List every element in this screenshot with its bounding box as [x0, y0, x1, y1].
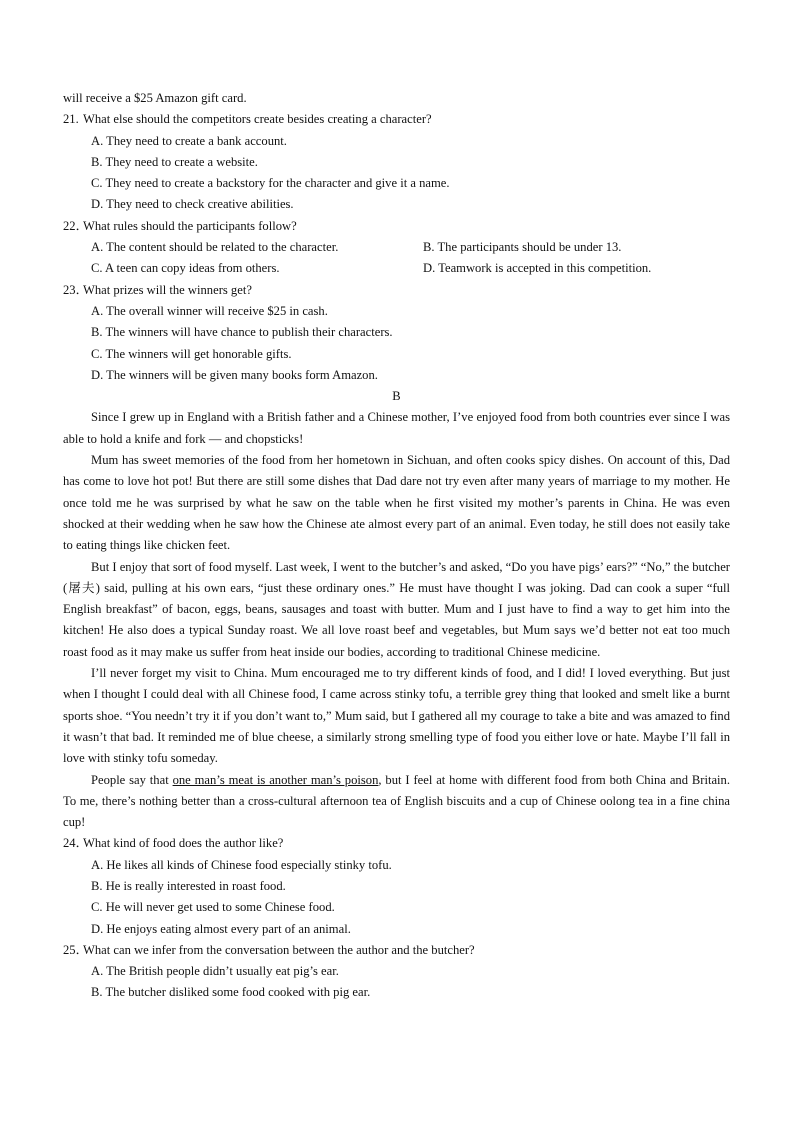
question-23 — [63, 280, 730, 301]
question-24 — [63, 833, 730, 854]
page-content — [63, 88, 730, 1004]
question-number: 22． — [63, 218, 89, 233]
option-22b: B. The participants should be under 13. — [423, 240, 622, 255]
option-21a: A. They need to create a bank account. — [91, 133, 287, 148]
option-21b: B. They need to create a website. — [91, 154, 258, 169]
paragraph-5-end: , but I feel at home with different food from both China and Britain. To me, there’s nothing better than a cross-cultural afternoon tea of English biscuits and a cup of Chinese oolong tea in a fine china cup! — [63, 772, 730, 830]
option-23c: C. The winners will get honorable gifts. — [91, 346, 292, 361]
passage-paragraph-2: Mum has sweet memories of the food from her hometown in Sichuan, and often cooks spicy dishes. On account of this, Dad has come to love hot pot! But there are still some dishes that Dad dare not try even after many years of marriage to my mother. He once told me he was surprised by what he saw on the table when he first visited my mother’s parents in China. He was even shocked at their wedding when he saw how the Chinese ate almost every part of an animal. Even today, he still does not easily take to eating things like chicken feet. — [63, 453, 730, 553]
question-number: 21. — [63, 112, 79, 127]
option-23a: A. The overall winner will receive $25 in cash. — [91, 303, 328, 318]
passage-paragraph-3: But I enjoy that sort of food myself. Last week, I went to the butcher’s and asked, “Do you have pigs’ ears?” “No,” the butcher (屠夫) said, pulling at his own ears, “just these ordinary ones.” He must have thought I was joking. Dad can cook a super “full English breakfast” of bacon, eggs, beans, sausages and toast with butter. Mum and I just have to find a way to get him into the kitchen! He also does a typical Sunday roast. We all love roast beef and vegetables, but Mum says we’d better not eat too much roast food as it may make us suffer from heat inside our bodies, according to traditional Chinese medicine. — [63, 559, 730, 659]
option-21c: C. They need to create a backstory for the character and give it a name. — [91, 176, 450, 191]
question-number: 25． — [63, 942, 89, 957]
question-25 — [63, 940, 730, 961]
option-25b: B. The butcher disliked some food cooked with pig ear. — [91, 985, 371, 1000]
question-text: What kind of food does the author like? — [83, 836, 284, 851]
question-22 — [63, 216, 730, 237]
option-24a: A. He likes all kinds of Chinese food especially stinky tofu. — [91, 857, 392, 872]
question-text: What prizes will the winners get? — [83, 282, 252, 297]
underlined-phrase: one man’s meat is another man’s poison — [172, 772, 379, 787]
question-text: What else should the competitors create besides creating a character? — [83, 112, 432, 127]
option-22d: D. Teamwork is accepted in this competition. — [423, 261, 652, 276]
option-24d: D. He enjoys eating almost every part of an animal. — [91, 921, 351, 936]
option-24c: C. He will never get used to some Chinese food. — [91, 900, 335, 915]
question-21 — [63, 109, 730, 130]
options-row-22cd — [63, 258, 730, 279]
passage-paragraph-1: Since I grew up in England with a British father and a Chinese mother, I’ve enjoyed food from both countries ever since I was able to hold a knife and fork — and chopsticks! — [63, 410, 730, 446]
passage-paragraph-4: I’ll never forget my visit to China. Mum encouraged me to try different kinds of food, and I did! I loved everything. But just when I thought I could deal with all Chinese food, I came across stinky tofu, a terrible grey thing that looked and smelt like a burnt sports shoe. “You needn’t try it if you don’t want to,” Mum said, but I gathered all my courage to take a bite and was amazed to find it wasn’t that bad. It reminded me of blue cheese, a similarly strong smelling type of food you either love or hate. Maybe I’ll fall in love with stinky tofu someday. — [63, 666, 730, 766]
intro-tail: will receive a $25 Amazon gift card. — [63, 91, 247, 105]
option-23d: D. The winners will be given many books form Amazon. — [91, 367, 378, 382]
option-25a: A. The British people didn’t usually eat pig’s ear. — [91, 964, 339, 979]
question-text: What can we infer from the conversation between the author and the butcher? — [83, 942, 475, 957]
options-row-22ab — [63, 237, 730, 258]
question-number: 24． — [63, 836, 89, 851]
option-21d: D. They need to check creative abilities. — [91, 197, 294, 212]
question-text: What rules should the participants follow? — [83, 218, 297, 233]
option-24b: B. He is really interested in roast food. — [91, 878, 286, 893]
option-22a: A. The content should be related to the character. — [91, 240, 339, 255]
section-b-heading: B — [392, 389, 401, 404]
question-number: 23． — [63, 282, 89, 297]
passage-paragraph-5 — [63, 770, 730, 834]
paragraph-5-start: People say that — [91, 772, 173, 787]
option-22c: C. A teen can copy ideas from others. — [91, 261, 280, 276]
option-23b: B. The winners will have chance to publish their characters. — [91, 325, 393, 340]
